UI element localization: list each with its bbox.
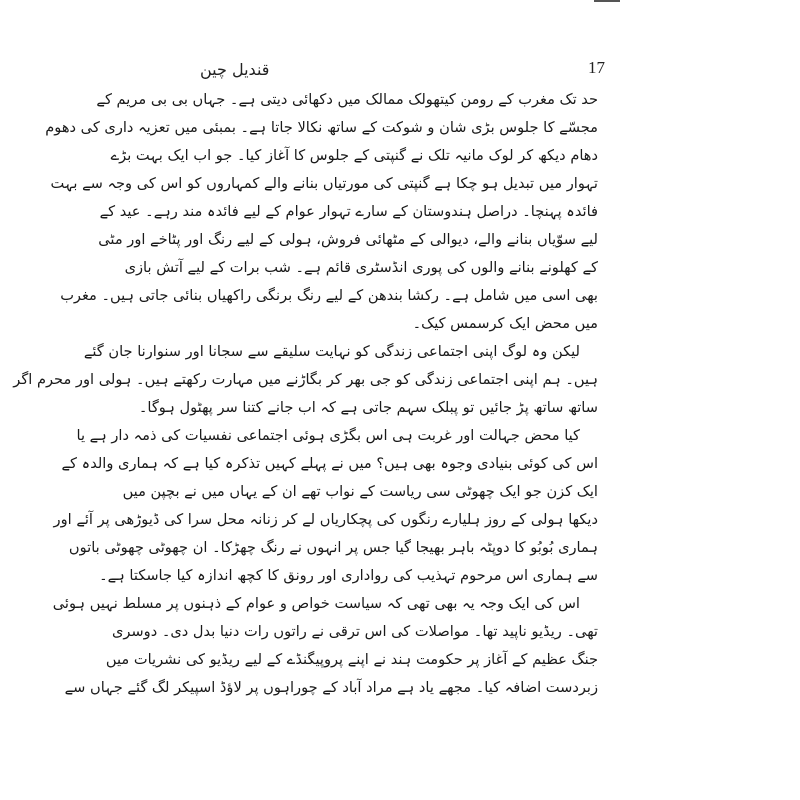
top-edge-mark	[594, 0, 620, 2]
text-line: مجسّے کا جلوس بڑی شان و شوکت کے ساتھ نکالا جاتا ہے۔ بمبئی میں تعزیہ داری کی دھوم	[45, 119, 598, 136]
text-line: لیے سوّیاں بنانے والے، دیوالی کے مٹھائی فروش، ہولی کے لیے رنگ اور پٹاخے اور مٹی	[98, 231, 598, 248]
text-line: ساتھ ساتھ پڑ جائیں تو پبلک سہم جاتی ہے کہ اب جانے کتنا سر پھٹول ہوگا۔	[138, 399, 598, 416]
text-line: سے ہماری اس مرحوم تہذیب کی رواداری اور رونق کا کچھ اندازہ کیا جاسکتا ہے۔	[99, 567, 598, 584]
page-number: 17	[588, 58, 605, 77]
text-line: دھام دیکھ کر لوک مانیہ تلک نے گنپتی کے جلوس کا آغاز کیا۔ جو اب ایک بہت بڑے	[110, 147, 598, 164]
text-line: کیا محض جہالت اور غربت ہی اس بگڑی ہوئی اجتماعی نفسیات کی ذمہ دار ہے یا	[76, 427, 580, 444]
text-line: لیکن وہ لوگ اپنی اجتماعی زندگی کو نہایت سلیقے سے سجانا اور سنوارنا جان گئے	[83, 343, 580, 360]
text-line: اس کی کوئی بنیادی وجوہ بھی ہیں؟ میں نے پہلے کہیں تذکرہ کیا ہے کہ ہماری والدہ کے	[61, 455, 598, 472]
running-title: قندیل چین	[200, 60, 270, 79]
text-line: بھی اسی میں شامل ہے۔ رکشا بندھن کے لیے رنگ برنگی راکھیاں بنائی جاتی ہیں۔ مغرب	[60, 287, 598, 304]
text-line: کے کھلونے بنانے والوں کی پوری انڈسٹری قائم ہے۔ شب برات کے لیے آتش بازی	[124, 259, 598, 276]
text-line: تہوار میں تبدیل ہو چکا ہے گنپتی کی مورتیاں بنانے والے کمہاروں کو اس کی وجہ سے بہت	[50, 175, 598, 192]
text-line: اس کی ایک وجہ یہ بھی تھی کہ سیاست خواص و عوام کے ذہنوں پر مسلط نہیں ہوئی	[52, 595, 580, 612]
text-line: جنگ عظیم کے آغاز پر حکومت ہند نے اپنے پروپیگنڈے کے لیے ریڈیو کی نشریات میں	[105, 651, 598, 668]
text-line: حد تک مغرب کے رومن کیتھولک ممالک میں دکھائی دیتی ہے۔ جہاں بی بی مریم کے	[96, 91, 598, 108]
text-line: فائدہ پہنچا۔ دراصل ہندوستان کے سارے تہوار عوام کے لیے فائدہ مند رہے۔ عید کے	[99, 203, 598, 220]
text-line: ہماری بُوبُو کا دوپٹہ باہر بھیجا گیا جس پر انہوں نے رنگ چھڑکا۔ ان چھوٹی چھوٹی باتوں	[68, 539, 598, 556]
text-line: دیکھا ہولی کے روز ہلیارے رنگوں کی پچکاریاں لے کر زنانہ محل سرا کی ڈیوڑھی پر آئے اور	[53, 511, 598, 528]
text-line: ہیں۔ ہم اپنی اجتماعی زندگی کو جی بھر کر بگاڑنے میں مہارت رکھتے ہیں۔ ہولی اور محرم اگر	[13, 371, 598, 388]
text-line: میں محض ایک کرسمس کیک۔	[412, 315, 598, 332]
text-line: ایک کزن جو ایک چھوٹی سی ریاست کے نواب تھے ان کے یہاں میں نے بچپن میں	[122, 483, 598, 500]
body-text	[13, 86, 598, 702]
text-line: تھی۔ ریڈیو ناپید تھا۔ مواصلات کی اس ترقی نے راتوں رات دنیا بدل دی۔ دوسری	[111, 623, 598, 640]
text-line: زبردست اضافہ کیا۔ مجھے یاد ہے مراد آباد کے چوراہوں پر لاؤڈ اسپیکر لگ گئے جہاں سے	[64, 679, 598, 696]
